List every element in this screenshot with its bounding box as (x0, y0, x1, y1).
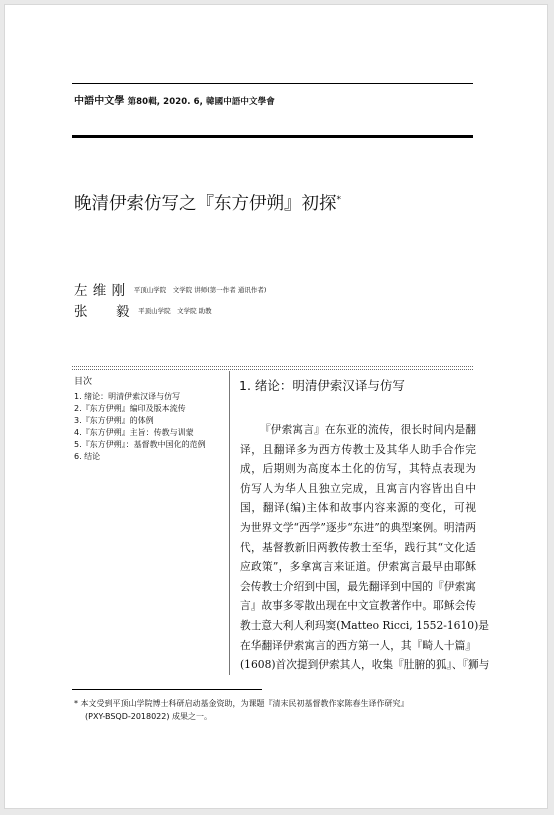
body-line: 成，后期则为高度本土化的仿写，其特点表现为 (240, 462, 476, 476)
footnote (74, 697, 474, 723)
author-2 (74, 300, 212, 320)
section-heading: 1. 绪论：明清伊索汉译与仿写 (239, 378, 405, 393)
title-footnote-mark: * (336, 195, 341, 206)
footnote-line-2: (PXY-BSQD-2018022) 成果之一。 (85, 712, 213, 721)
toc-item: 4.『东方伊朔』主旨：传教与训蒙 (74, 428, 194, 437)
author-affiliation: 平顶山学院 文学院 讲师(第一作者 通讯作者) (133, 286, 267, 294)
body-line: 教士意大利人利玛窦(Matteo Ricci, 1552-1610)是 (240, 618, 489, 632)
body-line: 会传教士介绍到中国，最先翻译到中国的『伊索寓 (240, 579, 476, 593)
body-line: 国，翻译(编)主体和故事内容来源的变化，可视 (240, 501, 476, 515)
journal-name: 中語中文學 (74, 96, 125, 107)
author-affiliation: 平顶山学院 文学院 助教 (138, 307, 212, 315)
table-of-contents (74, 376, 224, 463)
author-name: 左 维 刚 (74, 283, 126, 299)
journal-header (74, 92, 275, 107)
toc-dotted-rule-top (72, 366, 473, 367)
body-line: 『伊索寓言』在东亚的流传，很长时间内是翻 (260, 423, 476, 436)
column-divider (229, 371, 230, 675)
header-bottom-rule (72, 135, 473, 138)
author-name: 张 毅 (74, 304, 130, 320)
toc-item: 3.『东方伊朔』的体例 (74, 416, 154, 425)
article-title (74, 190, 341, 215)
footnote-text: 本文受到平顶山学院博士科研启动基金资助，为课题『清末民初基督教作家陈春生译作研究』 (80, 699, 409, 708)
body-line: 仿写人为华人且独立完成，且寓言内容皆出自中 (240, 481, 476, 495)
body-line: 言』故事多零散出现在中文宣教著作中。耶稣会传 (240, 599, 476, 613)
toc-dotted-rule-bottom (72, 369, 473, 370)
toc-heading: 目次 (74, 377, 93, 387)
journal-info: 第80輯, 2020. 6, 韓國中語中文學會 (127, 97, 275, 107)
toc-item: 1. 绪论：明清伊索汉译与仿写 (74, 392, 181, 401)
body-line: 应政策”，多拿寓言来证道。伊索寓言最早由耶稣 (240, 560, 476, 574)
body-paragraph (240, 420, 490, 675)
body-line: (1608)首次提到伊索其人，收集『肚腑的狐』、『狮与 (240, 658, 490, 672)
body-line: 为世界文学“西学”逐步“东进”的典型案例。明清两 (240, 520, 476, 534)
body-line: 译，且翻译多为西方传教士及其华人助手合作完 (240, 442, 476, 456)
footnote-mark: * (74, 699, 78, 708)
footnote-rule (72, 689, 262, 690)
toc-item: 2.『东方伊朔』编印及版本流传 (74, 404, 186, 413)
body-line: 在华翻译伊索寓言的西方第一人，其『畸人十篇』 (240, 638, 476, 652)
article-title-text: 晚清伊索仿写之『东方伊朔』初探 (74, 194, 337, 214)
author-1 (74, 279, 266, 299)
footnote-line (74, 697, 474, 710)
body-line: 代，基督教新旧两教传教士至华，践行其“文化适 (240, 540, 476, 554)
toc-item: 6. 结论 (74, 452, 101, 461)
toc-item: 5.『东方伊朔』：基督教中国化的范例 (74, 440, 206, 449)
header-top-rule (72, 83, 473, 84)
